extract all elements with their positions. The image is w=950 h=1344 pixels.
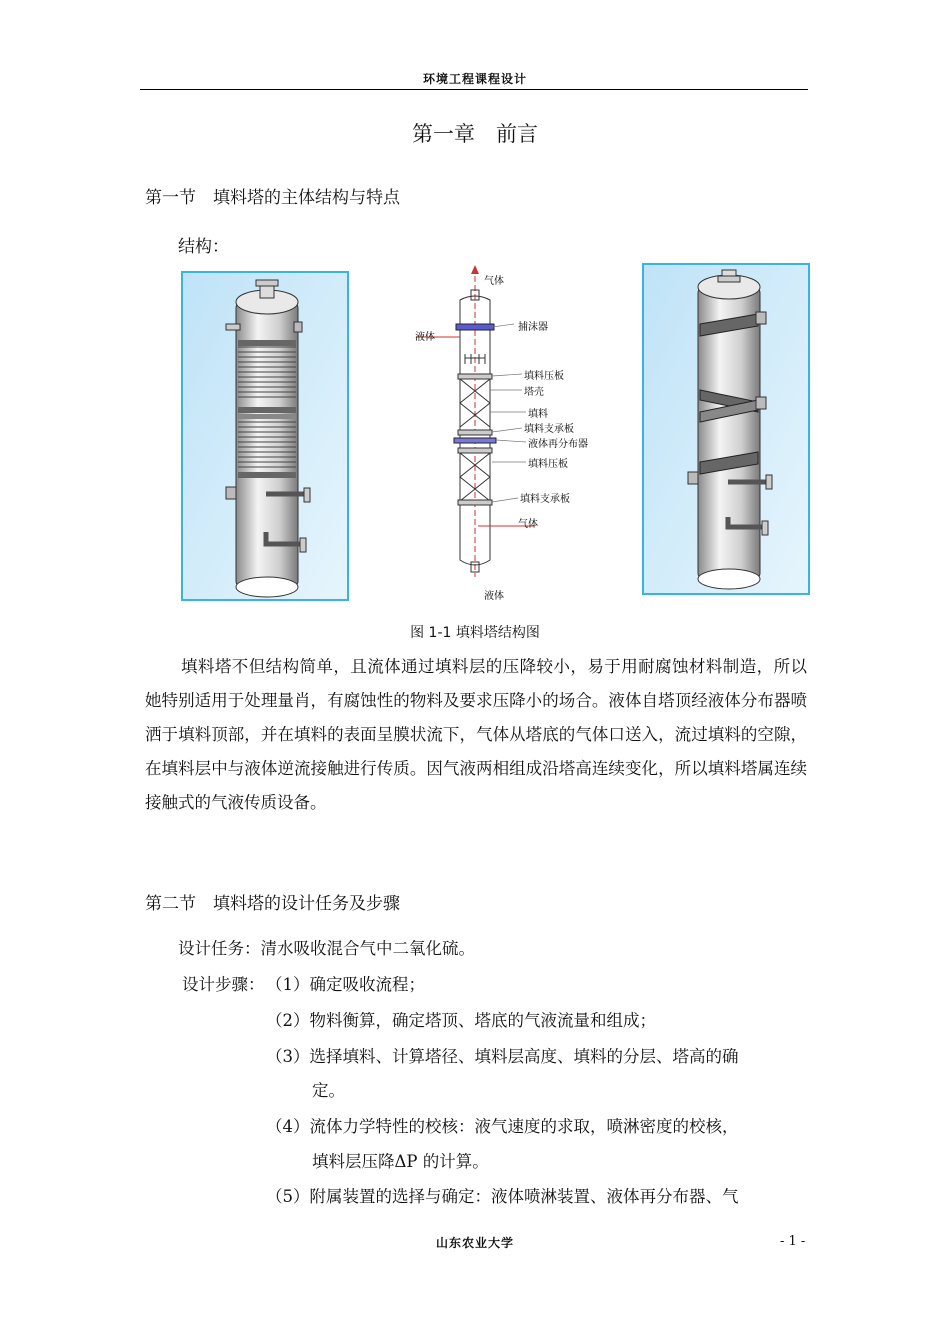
label-liquid-in: 液体 [415,332,435,343]
footer-title: 山东农业大学 [435,1236,514,1250]
label-support-2: 填料支承板 [520,494,570,505]
design-task: 设计任务：清水吸收混合气中二氧化硫。 [178,939,475,958]
label-support-1: 填料支承板 [524,424,574,435]
label-press-plate-1: 填料压板 [524,371,564,382]
step-3-cont: 定。 [312,1081,345,1100]
label-press-plate-2: 填料压板 [528,459,568,470]
step-4-cont: 填料层压降ΔP 的计算。 [312,1152,489,1171]
step-3: （3）选择填料、计算塔径、填料层高度、填料的分层、塔高的确 [266,1047,739,1066]
label-packing: 填料 [528,409,548,420]
label-shell: 塔壳 [524,387,544,398]
right-tower-illustration [643,264,809,594]
structure-label: 结构： [178,237,229,257]
chapter-title: 第一章 前言 [412,122,538,146]
section1-title: 第一节 填料塔的主体结构与特点 [145,188,400,208]
section2-title: 第二节 填料塔的设计任务及步骤 [145,894,400,914]
header-rule [140,89,808,90]
figure-caption: 图 1-1 填料塔结构图 [410,625,540,641]
step-2: （2）物料衡算，确定塔顶、塔底的气液流量和组成； [266,1011,656,1030]
label-redistributor: 液体再分布器 [528,439,588,450]
left-tower-illustration [182,272,348,600]
tower-schematic [416,265,534,577]
paragraph-description: 填料塔不但结构简单，且流体通过填料层的压降较小，易于用耐腐蚀材料制造，所以她特别适用于处理量肖，有腐蚀性的物料及要求压降小的场合。液体自塔顶经液体分布器喷洒于填料顶部，并在填料的表面呈膜状流下，气体从塔底的气体口送入，流过填料的空隙，在填料层中与液体逆流接触进行传质。因气液两相组成沿塔高连续变化，所以填料塔属连续接触式的气液传质设备。 [145,657,807,812]
header-title: 环境工程课程设计 [422,72,527,86]
label-gas-top: 气体 [484,276,504,287]
packed-tower-figure [178,262,818,607]
page-number: - 1 - [780,1234,806,1249]
label-gas-in: 气体 [518,519,538,530]
step-1: （1）确定吸收流程； [266,975,425,994]
label-liquid-out: 液体 [484,591,504,602]
steps-label: 设计步骤： [182,975,265,994]
label-demister: 捕沫器 [518,322,548,333]
step-4: （4）流体力学特性的校核：液气速度的求取，喷淋密度的校核， [266,1117,739,1136]
step-5: （5）附属装置的选择与确定：液体喷淋装置、液体再分布器、气 [266,1187,739,1206]
